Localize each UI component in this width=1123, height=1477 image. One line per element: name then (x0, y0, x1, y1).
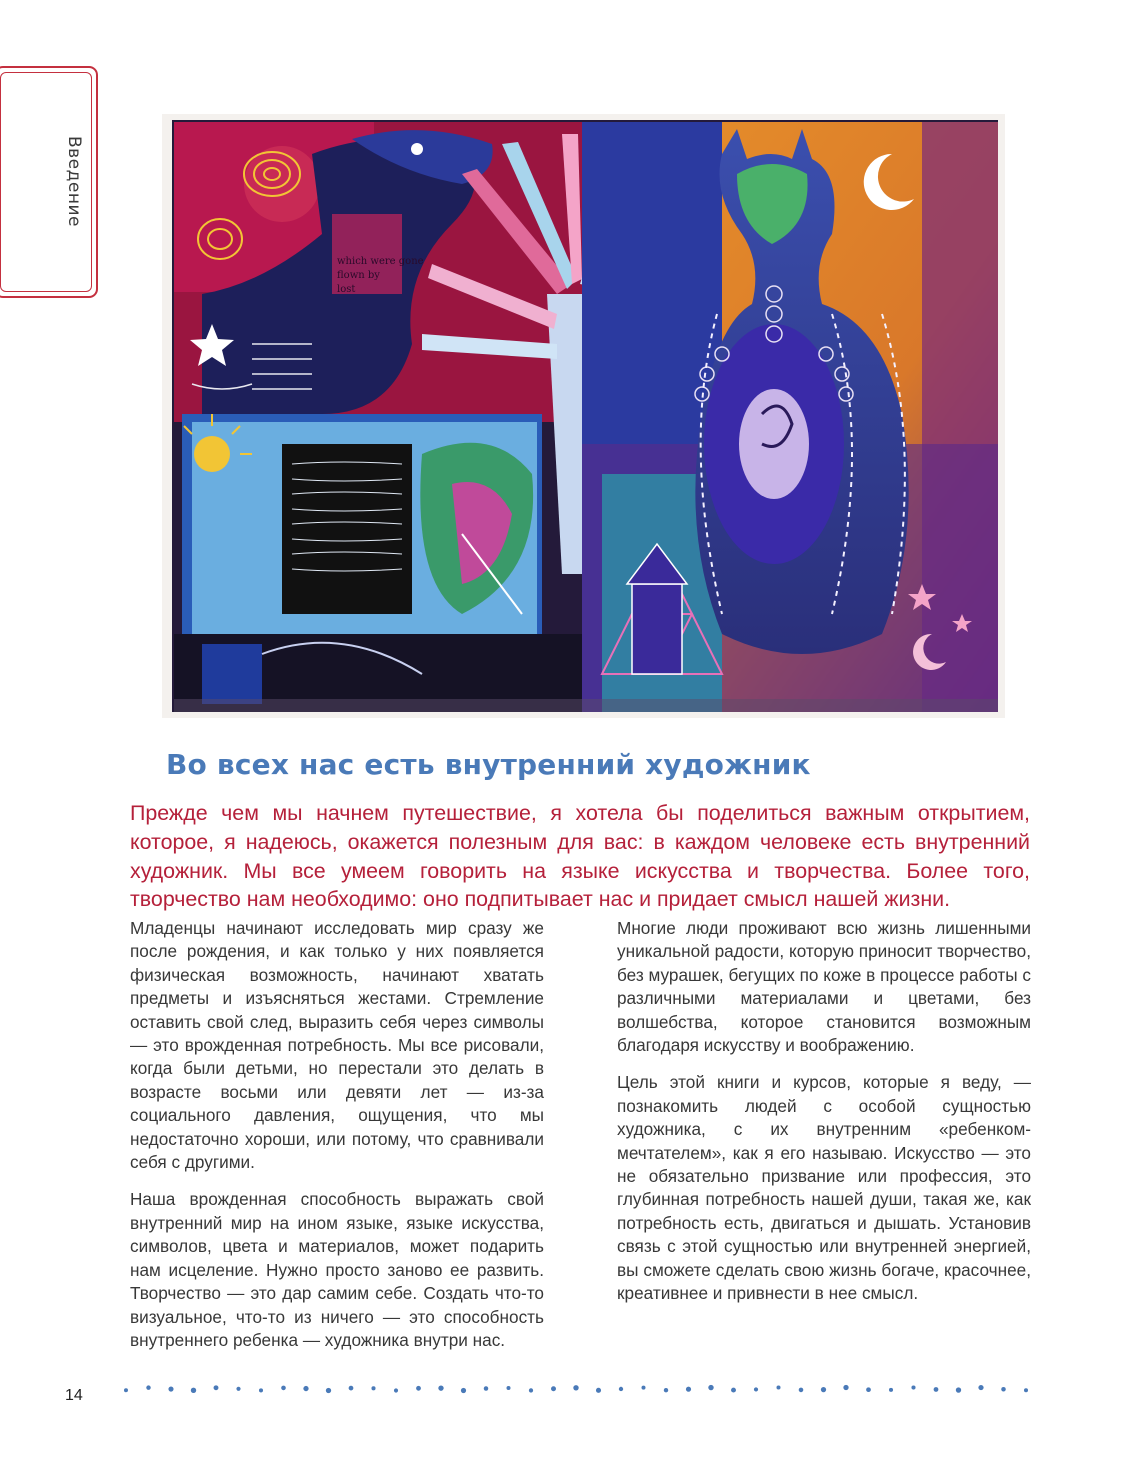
footer-dot (506, 1386, 510, 1390)
footer-dot (1024, 1388, 1028, 1392)
footer-dot (303, 1386, 308, 1391)
footer-dot (619, 1387, 623, 1391)
art-text-1: which were gone (337, 256, 424, 267)
footer-dot (596, 1388, 601, 1393)
footer-dot (1001, 1387, 1006, 1392)
body-paragraph: Цель этой книги и курсов, которые я веду, — познакомить людей с особой сущностью художника, с их внутренним «ребенком-мечтателем», как я его называю. Искусство — это не обязательно призвание или профессия, это глубинная потребность нашей души, такая же, как потребность есть, двигаться и дышать. Установив связь с этой сущностью или внутренней энергией, вы сможете сделать свою жизнь богаче, красочнее, креативнее и привнести в нее смысл. (617, 1072, 1031, 1304)
footer-dot (573, 1385, 578, 1390)
lead-paragraph: Прежде чем мы начнем путешествие, я хотела бы поделиться важным открытием, которое, я надеюсь, окажется полезным для вас: в каждом человеке есть внутренний художник. Мы все умеем говорить на языке искусства и творчества. Более того, творчество нам необходимо: оно подпитывает нас и придает смысл нашей жизни. (130, 801, 1030, 912)
footer-dot (461, 1388, 466, 1393)
left-column (130, 917, 544, 1366)
footer-dot (124, 1388, 128, 1392)
footer-dot (934, 1387, 939, 1392)
footer-dot (259, 1388, 263, 1392)
footer-dot (664, 1388, 668, 1392)
footer-dot (214, 1385, 219, 1390)
footer-dot (349, 1386, 354, 1391)
footer-dot (776, 1386, 780, 1390)
footer-dot (146, 1385, 150, 1389)
footer-dot (168, 1386, 173, 1391)
footer-dot (978, 1385, 983, 1390)
footer-dot (731, 1388, 736, 1393)
section-tab-label: Введение (64, 136, 84, 227)
footer-dot (866, 1387, 871, 1392)
footer-dot (281, 1386, 286, 1391)
footer-dot (911, 1385, 915, 1389)
body-paragraph: Младенцы начинают исследовать мир сразу же после рождения, и как только у них появляется физическая возможность, начинают хватать предметы и изъясняться жестами. Стремление оставить свой след, выразить себя через символы — это врожденная потребность. Мы все рисовали, когда были детьми, но перестали это делать в возрасте восьми или девяти лет — из-за социального давления, ощущения, что мы недостаточно хороши, или потому, что сравнивали себя с другими. (130, 918, 544, 1173)
footer-dot (416, 1386, 421, 1391)
footer-dot (191, 1388, 196, 1393)
right-column (617, 917, 1031, 1320)
footer-dot (821, 1387, 826, 1392)
footer-dot-divider (120, 1380, 1050, 1400)
art-text-2: flown by (337, 270, 380, 281)
footer-dot (551, 1386, 556, 1391)
footer-dot (236, 1387, 240, 1391)
body-paragraph: Наша врожденная способность выражать свой внутренний мир на ином языке, языке искусства, символов, цвета и материалов, может подарить нам исцеление. Нужно просто заново ее развить. Творчество — это дар самим себе. Создать что-то визуальное, что-то из ничего — это способность внутреннего ребенка — художника внутри нас. (130, 1189, 544, 1350)
footer-dot (843, 1385, 848, 1390)
footer-dot (686, 1387, 691, 1392)
footer-dot (799, 1388, 804, 1393)
body-paragraph: Многие люди проживают всю жизнь лишенными уникальной радости, которую приносит творчество, без мурашек, бегущих по коже в процессе работы с различными материалами и цветами, без волшебства, которое становится возможным благодаря искусству и воображению. (617, 918, 1031, 1056)
art-text-3: lost (337, 284, 356, 295)
footer-dot (529, 1388, 533, 1392)
footer-dot (754, 1387, 758, 1391)
art-journal-illustration (162, 114, 1005, 718)
footer-dot (394, 1388, 398, 1392)
section-heading: Во всех нас есть внутренний художник (166, 748, 811, 781)
footer-dot (708, 1385, 713, 1390)
footer-dot (371, 1386, 375, 1390)
page-number: 14 (65, 1387, 83, 1404)
footer-dot (889, 1388, 893, 1392)
footer-dot (484, 1386, 489, 1391)
footer-dot (326, 1388, 331, 1393)
footer-dot (956, 1387, 961, 1392)
footer-dot (438, 1385, 443, 1390)
footer-dot (641, 1386, 645, 1390)
